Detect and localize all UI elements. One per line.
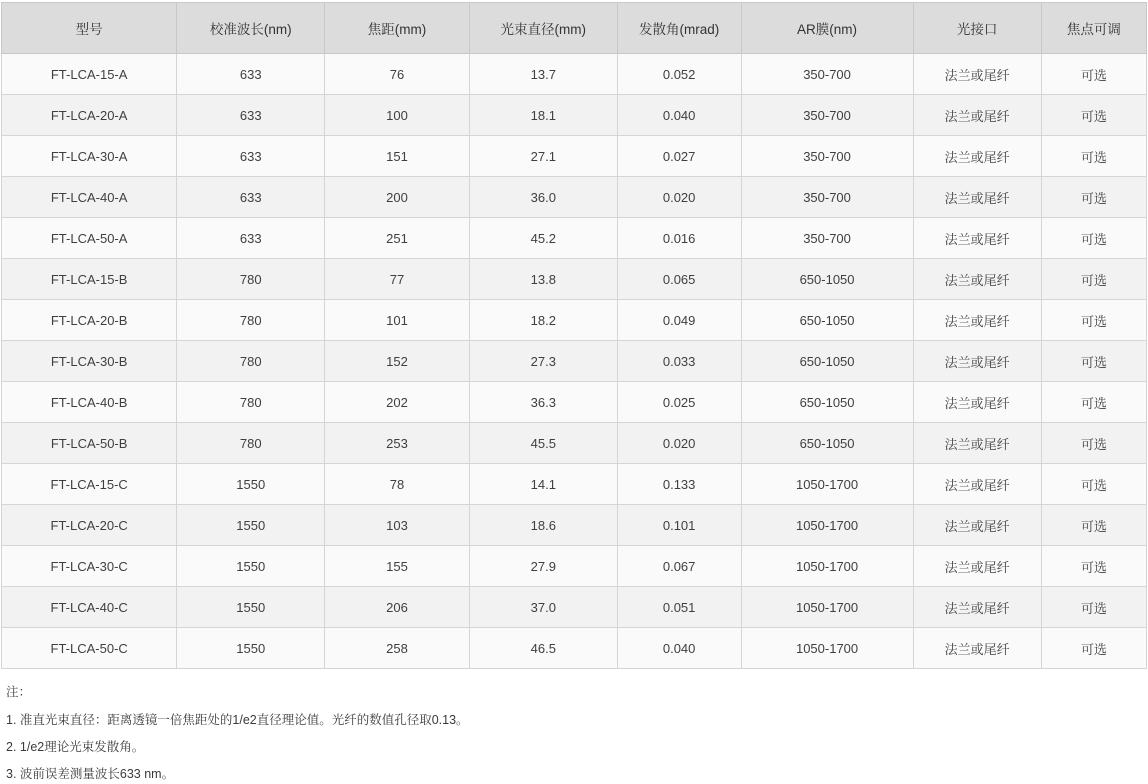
cell-focus-adjustable: 可选 [1041,587,1146,628]
table-row [2,382,1147,423]
cell-beam-diameter: 45.2 [469,218,617,259]
cell-beam-diameter: 14.1 [469,464,617,505]
column-header-optical-interface: 光接口 [913,3,1041,54]
cell-wavelength: 780 [177,259,325,300]
cell-wavelength: 633 [177,218,325,259]
cell-focus-adjustable: 可选 [1041,341,1146,382]
cell-divergence: 0.016 [617,218,741,259]
cell-optical-interface: 法兰或尾纤 [913,628,1041,669]
cell-focus-adjustable: 可选 [1041,259,1146,300]
cell-divergence: 0.065 [617,259,741,300]
cell-optical-interface: 法兰或尾纤 [913,341,1041,382]
table-row [2,546,1147,587]
cell-model: FT-LCA-15-B [2,259,177,300]
cell-optical-interface: 法兰或尾纤 [913,505,1041,546]
cell-focus-adjustable: 可选 [1041,95,1146,136]
table-row [2,341,1147,382]
cell-divergence: 0.025 [617,382,741,423]
cell-ar-coating: 650-1050 [741,300,913,341]
cell-model: FT-LCA-50-B [2,423,177,464]
cell-divergence: 0.052 [617,54,741,95]
cell-focus-adjustable: 可选 [1041,505,1146,546]
cell-optical-interface: 法兰或尾纤 [913,218,1041,259]
cell-model: FT-LCA-40-A [2,177,177,218]
column-header-ar-coating: AR膜(nm) [741,3,913,54]
cell-beam-diameter: 13.7 [469,54,617,95]
cell-wavelength: 1550 [177,546,325,587]
table-row [2,587,1147,628]
cell-focal-length: 100 [325,95,470,136]
cell-beam-diameter: 27.1 [469,136,617,177]
cell-wavelength: 633 [177,136,325,177]
cell-divergence: 0.020 [617,423,741,464]
cell-focal-length: 101 [325,300,470,341]
cell-model: FT-LCA-30-A [2,136,177,177]
cell-optical-interface: 法兰或尾纤 [913,95,1041,136]
cell-focus-adjustable: 可选 [1041,218,1146,259]
cell-beam-diameter: 18.6 [469,505,617,546]
cell-focal-length: 258 [325,628,470,669]
cell-beam-diameter: 46.5 [469,628,617,669]
note-item-3: 3. 波前误差测量波长633 nm。 [6,767,175,782]
cell-wavelength: 780 [177,300,325,341]
table-header-row [2,3,1147,54]
cell-focal-length: 200 [325,177,470,218]
cell-focus-adjustable: 可选 [1041,54,1146,95]
cell-ar-coating: 350-700 [741,95,913,136]
cell-focus-adjustable: 可选 [1041,464,1146,505]
column-header-wavelength: 校准波长(nm) [177,3,325,54]
cell-beam-diameter: 45.5 [469,423,617,464]
cell-model: FT-LCA-15-A [2,54,177,95]
cell-model: FT-LCA-15-C [2,464,177,505]
cell-divergence: 0.033 [617,341,741,382]
cell-ar-coating: 1050-1700 [741,587,913,628]
cell-focus-adjustable: 可选 [1041,177,1146,218]
cell-model: FT-LCA-50-C [2,628,177,669]
cell-focal-length: 77 [325,259,470,300]
cell-ar-coating: 650-1050 [741,423,913,464]
cell-model: FT-LCA-40-C [2,587,177,628]
column-header-model: 型号 [2,3,177,54]
cell-model: FT-LCA-20-C [2,505,177,546]
notes-title: 注： [6,685,32,699]
cell-model: FT-LCA-30-C [2,546,177,587]
cell-beam-diameter: 36.3 [469,382,617,423]
table-row [2,423,1147,464]
cell-ar-coating: 350-700 [741,177,913,218]
cell-ar-coating: 350-700 [741,218,913,259]
cell-wavelength: 633 [177,177,325,218]
cell-optical-interface: 法兰或尾纤 [913,382,1041,423]
cell-ar-coating: 650-1050 [741,341,913,382]
cell-model: FT-LCA-40-B [2,382,177,423]
cell-focal-length: 251 [325,218,470,259]
cell-optical-interface: 法兰或尾纤 [913,259,1041,300]
column-header-divergence: 发散角(mrad) [617,3,741,54]
column-header-beam-diameter: 光束直径(mm) [469,3,617,54]
table-row [2,95,1147,136]
table-row [2,259,1147,300]
cell-focus-adjustable: 可选 [1041,136,1146,177]
cell-beam-diameter: 27.3 [469,341,617,382]
cell-model: FT-LCA-20-A [2,95,177,136]
cell-divergence: 0.020 [617,177,741,218]
cell-optical-interface: 法兰或尾纤 [913,54,1041,95]
table-row [2,218,1147,259]
table-body [2,54,1147,669]
notes-section [6,683,1148,784]
cell-wavelength: 780 [177,382,325,423]
cell-model: FT-LCA-20-B [2,300,177,341]
cell-focal-length: 206 [325,587,470,628]
table-row [2,505,1147,546]
cell-optical-interface: 法兰或尾纤 [913,546,1041,587]
cell-optical-interface: 法兰或尾纤 [913,177,1041,218]
cell-focal-length: 253 [325,423,470,464]
table-header [2,3,1147,54]
cell-focal-length: 103 [325,505,470,546]
spec-sheet-page [0,2,1148,782]
cell-divergence: 0.133 [617,464,741,505]
cell-beam-diameter: 18.1 [469,95,617,136]
cell-wavelength: 780 [177,341,325,382]
cell-focal-length: 202 [325,382,470,423]
cell-optical-interface: 法兰或尾纤 [913,136,1041,177]
cell-beam-diameter: 27.9 [469,546,617,587]
cell-divergence: 0.049 [617,300,741,341]
cell-wavelength: 633 [177,95,325,136]
cell-optical-interface: 法兰或尾纤 [913,423,1041,464]
cell-optical-interface: 法兰或尾纤 [913,587,1041,628]
cell-divergence: 0.051 [617,587,741,628]
column-header-focal-length: 焦距(mm) [325,3,470,54]
cell-focal-length: 151 [325,136,470,177]
cell-ar-coating: 650-1050 [741,259,913,300]
cell-ar-coating: 1050-1700 [741,505,913,546]
cell-wavelength: 1550 [177,505,325,546]
cell-focal-length: 76 [325,54,470,95]
cell-ar-coating: 1050-1700 [741,464,913,505]
cell-beam-diameter: 18.2 [469,300,617,341]
cell-divergence: 0.040 [617,628,741,669]
note-item-1: 1. 准直光束直径：距离透镜一倍焦距处的1/e2直径理论值。光纤的数值孔径取0.13。 [6,713,469,728]
cell-beam-diameter: 13.8 [469,259,617,300]
cell-divergence: 0.067 [617,546,741,587]
cell-beam-diameter: 36.0 [469,177,617,218]
table-row [2,300,1147,341]
cell-ar-coating: 350-700 [741,136,913,177]
cell-wavelength: 780 [177,423,325,464]
cell-beam-diameter: 37.0 [469,587,617,628]
table-row [2,54,1147,95]
column-header-focus-adjustable: 焦点可调 [1041,3,1146,54]
cell-focal-length: 152 [325,341,470,382]
cell-divergence: 0.027 [617,136,741,177]
table-row [2,177,1147,218]
cell-divergence: 0.040 [617,95,741,136]
cell-optical-interface: 法兰或尾纤 [913,300,1041,341]
cell-ar-coating: 350-700 [741,54,913,95]
cell-ar-coating: 1050-1700 [741,546,913,587]
cell-model: FT-LCA-50-A [2,218,177,259]
table-row [2,136,1147,177]
cell-divergence: 0.101 [617,505,741,546]
cell-focus-adjustable: 可选 [1041,382,1146,423]
note-item-2: 2. 1/e2理论光束发散角。 [6,740,145,755]
table-row [2,464,1147,505]
cell-wavelength: 1550 [177,587,325,628]
specifications-table [1,2,1147,669]
cell-wavelength: 1550 [177,464,325,505]
cell-ar-coating: 650-1050 [741,382,913,423]
cell-ar-coating: 1050-1700 [741,628,913,669]
table-row [2,628,1147,669]
cell-focus-adjustable: 可选 [1041,423,1146,464]
cell-optical-interface: 法兰或尾纤 [913,464,1041,505]
cell-focus-adjustable: 可选 [1041,300,1146,341]
cell-focus-adjustable: 可选 [1041,628,1146,669]
cell-model: FT-LCA-30-B [2,341,177,382]
cell-focal-length: 78 [325,464,470,505]
cell-focus-adjustable: 可选 [1041,546,1146,587]
cell-focal-length: 155 [325,546,470,587]
cell-wavelength: 1550 [177,628,325,669]
cell-wavelength: 633 [177,54,325,95]
